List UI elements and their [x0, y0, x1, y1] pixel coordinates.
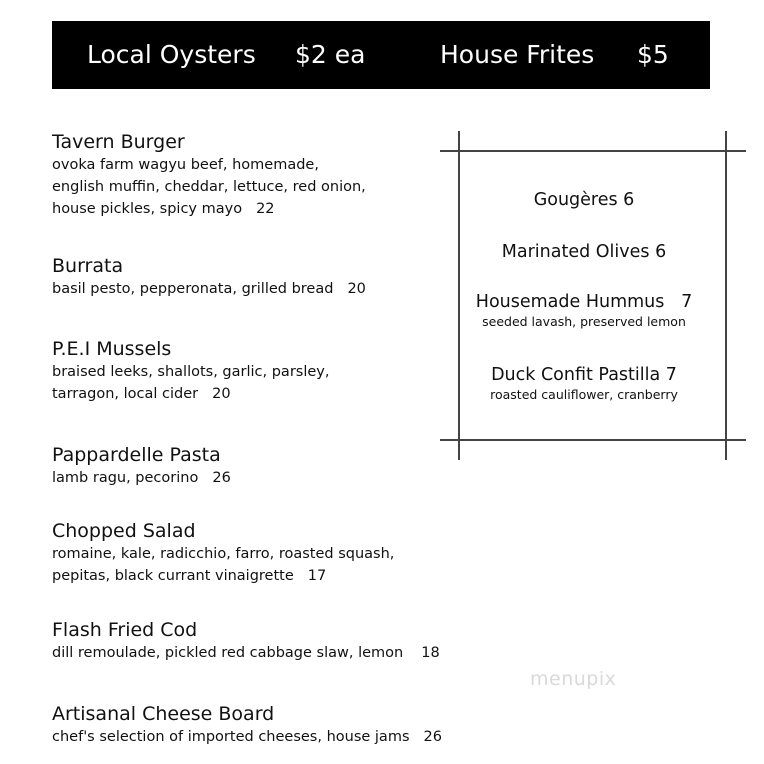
item-desc: dill remoulade, pickled red cabbage slaw, lemon — [52, 645, 404, 661]
box-top-line — [440, 150, 746, 152]
menu-item-burrata — [52, 254, 366, 300]
item-desc: tarragon, local cider — [52, 386, 199, 402]
snack-marinated-olives — [460, 241, 708, 263]
item-price: 22 — [256, 201, 275, 217]
item-desc: ovoka farm wagyu beef, homemade, — [52, 157, 319, 173]
menu-item-tavern-burger — [52, 130, 366, 220]
item-desc: braised leeks, shallots, garlic, parsley, — [52, 364, 330, 380]
item-price: 20 — [347, 281, 366, 297]
menu-item-artisanal-cheese-board — [52, 702, 442, 748]
snack-housemade-hummus — [460, 291, 708, 331]
snack-name: Gougères 6 — [533, 190, 635, 210]
snack-desc: roasted cauliflower, cranberry — [490, 387, 678, 402]
snack-duck-confit-pastilla — [460, 364, 708, 404]
snack-desc: seeded lavash, preserved lemon — [482, 314, 686, 329]
item-desc: pepitas, black currant vinaigrette — [52, 568, 294, 584]
item-name: Chopped Salad — [52, 520, 196, 542]
item-price: 26 — [212, 470, 231, 486]
item-price: 18 — [421, 645, 440, 661]
item-desc: basil pesto, pepperonata, grilled bread — [52, 281, 334, 297]
item-price: 20 — [212, 386, 231, 402]
item-price: 17 — [307, 568, 327, 584]
oysters-price: $2 ea — [295, 40, 366, 69]
snack-gougeres — [460, 189, 708, 211]
oysters-label: Local Oysters — [87, 40, 256, 69]
snack-name: Housemade Hummus 7 — [475, 292, 693, 312]
item-name: Pappardelle Pasta — [52, 444, 221, 466]
item-price: 26 — [423, 729, 442, 745]
item-name: P.E.I Mussels — [52, 338, 172, 360]
frites-label: House Frites — [440, 40, 595, 69]
box-right-line — [725, 131, 727, 460]
snack-name: Marinated Olives 6 — [501, 242, 667, 262]
item-desc: romaine, kale, radicchio, farro, roasted squash, — [52, 546, 395, 562]
frites-price: $5 — [637, 40, 669, 69]
item-name: Burrata — [52, 255, 124, 277]
specials-banner — [52, 21, 710, 89]
menu-item-chopped-salad — [52, 519, 394, 587]
item-desc: house pickles, spicy mayo — [52, 201, 243, 217]
item-desc: chef's selection of imported cheeses, house jams — [52, 729, 410, 745]
watermark-logo: menupix — [530, 668, 617, 690]
menu-item-pei-mussels — [52, 337, 329, 405]
box-bottom-line — [440, 439, 746, 441]
item-name: Tavern Burger — [52, 131, 185, 153]
item-name: Flash Fried Cod — [52, 619, 198, 641]
snack-name: Duck Confit Pastilla 7 — [491, 365, 677, 385]
item-desc: lamb ragu, pecorino — [52, 470, 199, 486]
menu-item-flash-fried-cod — [52, 618, 440, 664]
menu-item-pappardelle-pasta — [52, 443, 231, 489]
item-name: Artisanal Cheese Board — [52, 703, 275, 725]
item-desc: english muffin, cheddar, lettuce, red onion, — [52, 179, 366, 195]
